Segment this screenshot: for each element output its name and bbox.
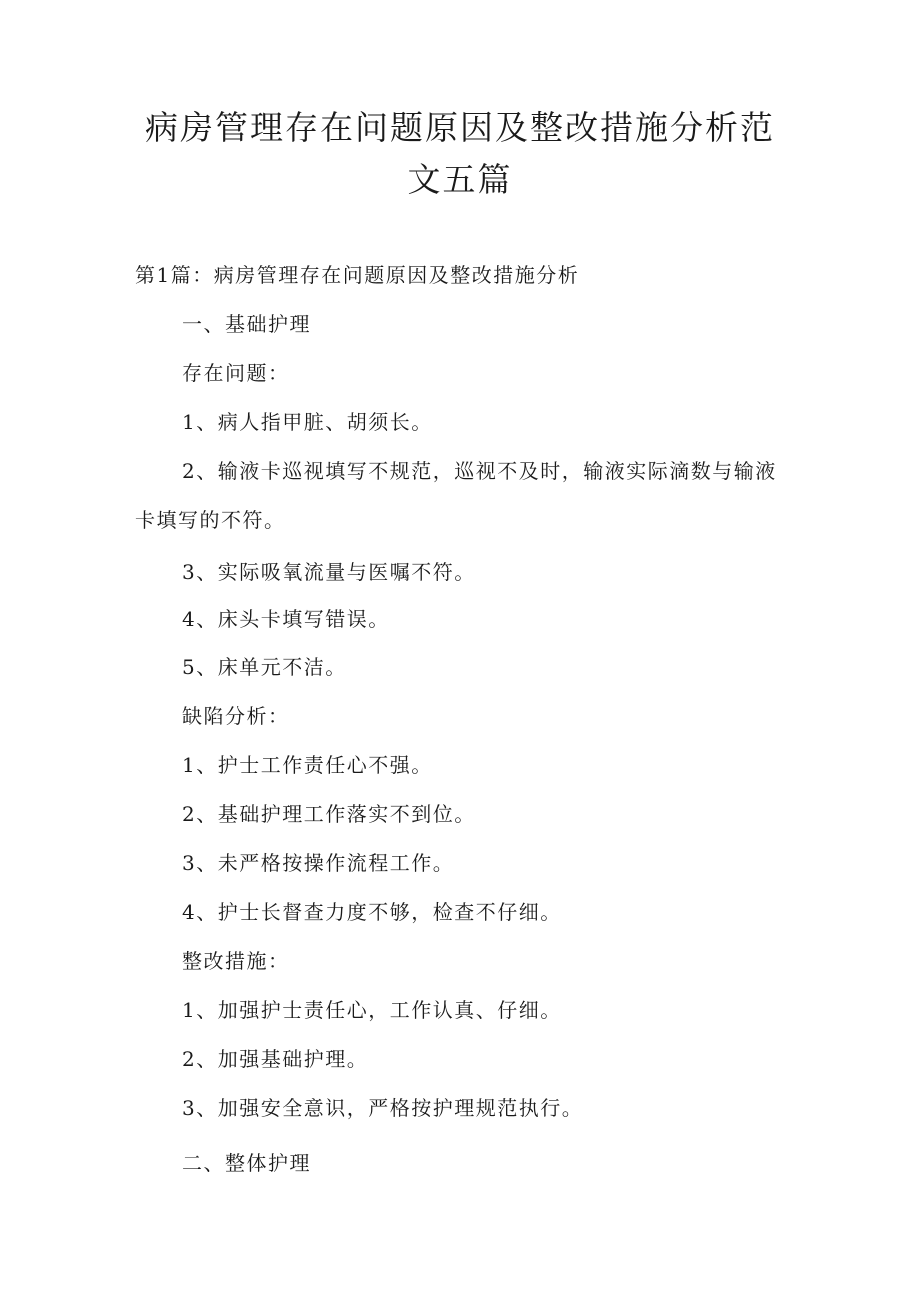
problem-item: 2、输液卡巡视填写不规范，巡视不及时，输液实际滴数与输液 [182,459,777,483]
problem-item: 3、实际吸氧流量与医嘱不符。 [182,560,476,584]
problem-item-continuation: 卡填写的不符。 [135,508,286,532]
measure-item: 3、加强安全意识，严格按护理规范执行。 [182,1096,584,1120]
analysis-item: 4、护士长督查力度不够，检查不仔细。 [182,900,562,924]
analysis-item: 3、未严格按操作流程工作。 [182,851,455,875]
section-heading-basic-care: 一、基础护理 [182,312,311,336]
measure-item: 1、加强护士责任心，工作认真、仔细。 [182,998,562,1022]
problem-item: 4、床头卡填写错误。 [182,607,390,631]
document-title-line-1: 病房管理存在问题原因及整改措施分析范 [145,108,775,147]
chapter-heading: 第1篇：病房管理存在问题原因及整改措施分析 [135,263,580,287]
measure-item: 2、加强基础护理。 [182,1047,369,1071]
problem-item: 5、床单元不洁。 [182,655,347,679]
document-title-line-2: 文五篇 [407,160,513,199]
problem-item: 1、病人指甲脏、胡须长。 [182,410,433,434]
analysis-label: 缺陷分析： [182,704,290,728]
analysis-item: 1、护士工作责任心不强。 [182,753,433,777]
problems-label: 存在问题： [182,361,290,385]
analysis-item: 2、基础护理工作落实不到位。 [182,802,476,826]
section-heading-holistic-care: 二、整体护理 [182,1151,311,1175]
measures-label: 整改措施： [182,949,290,973]
